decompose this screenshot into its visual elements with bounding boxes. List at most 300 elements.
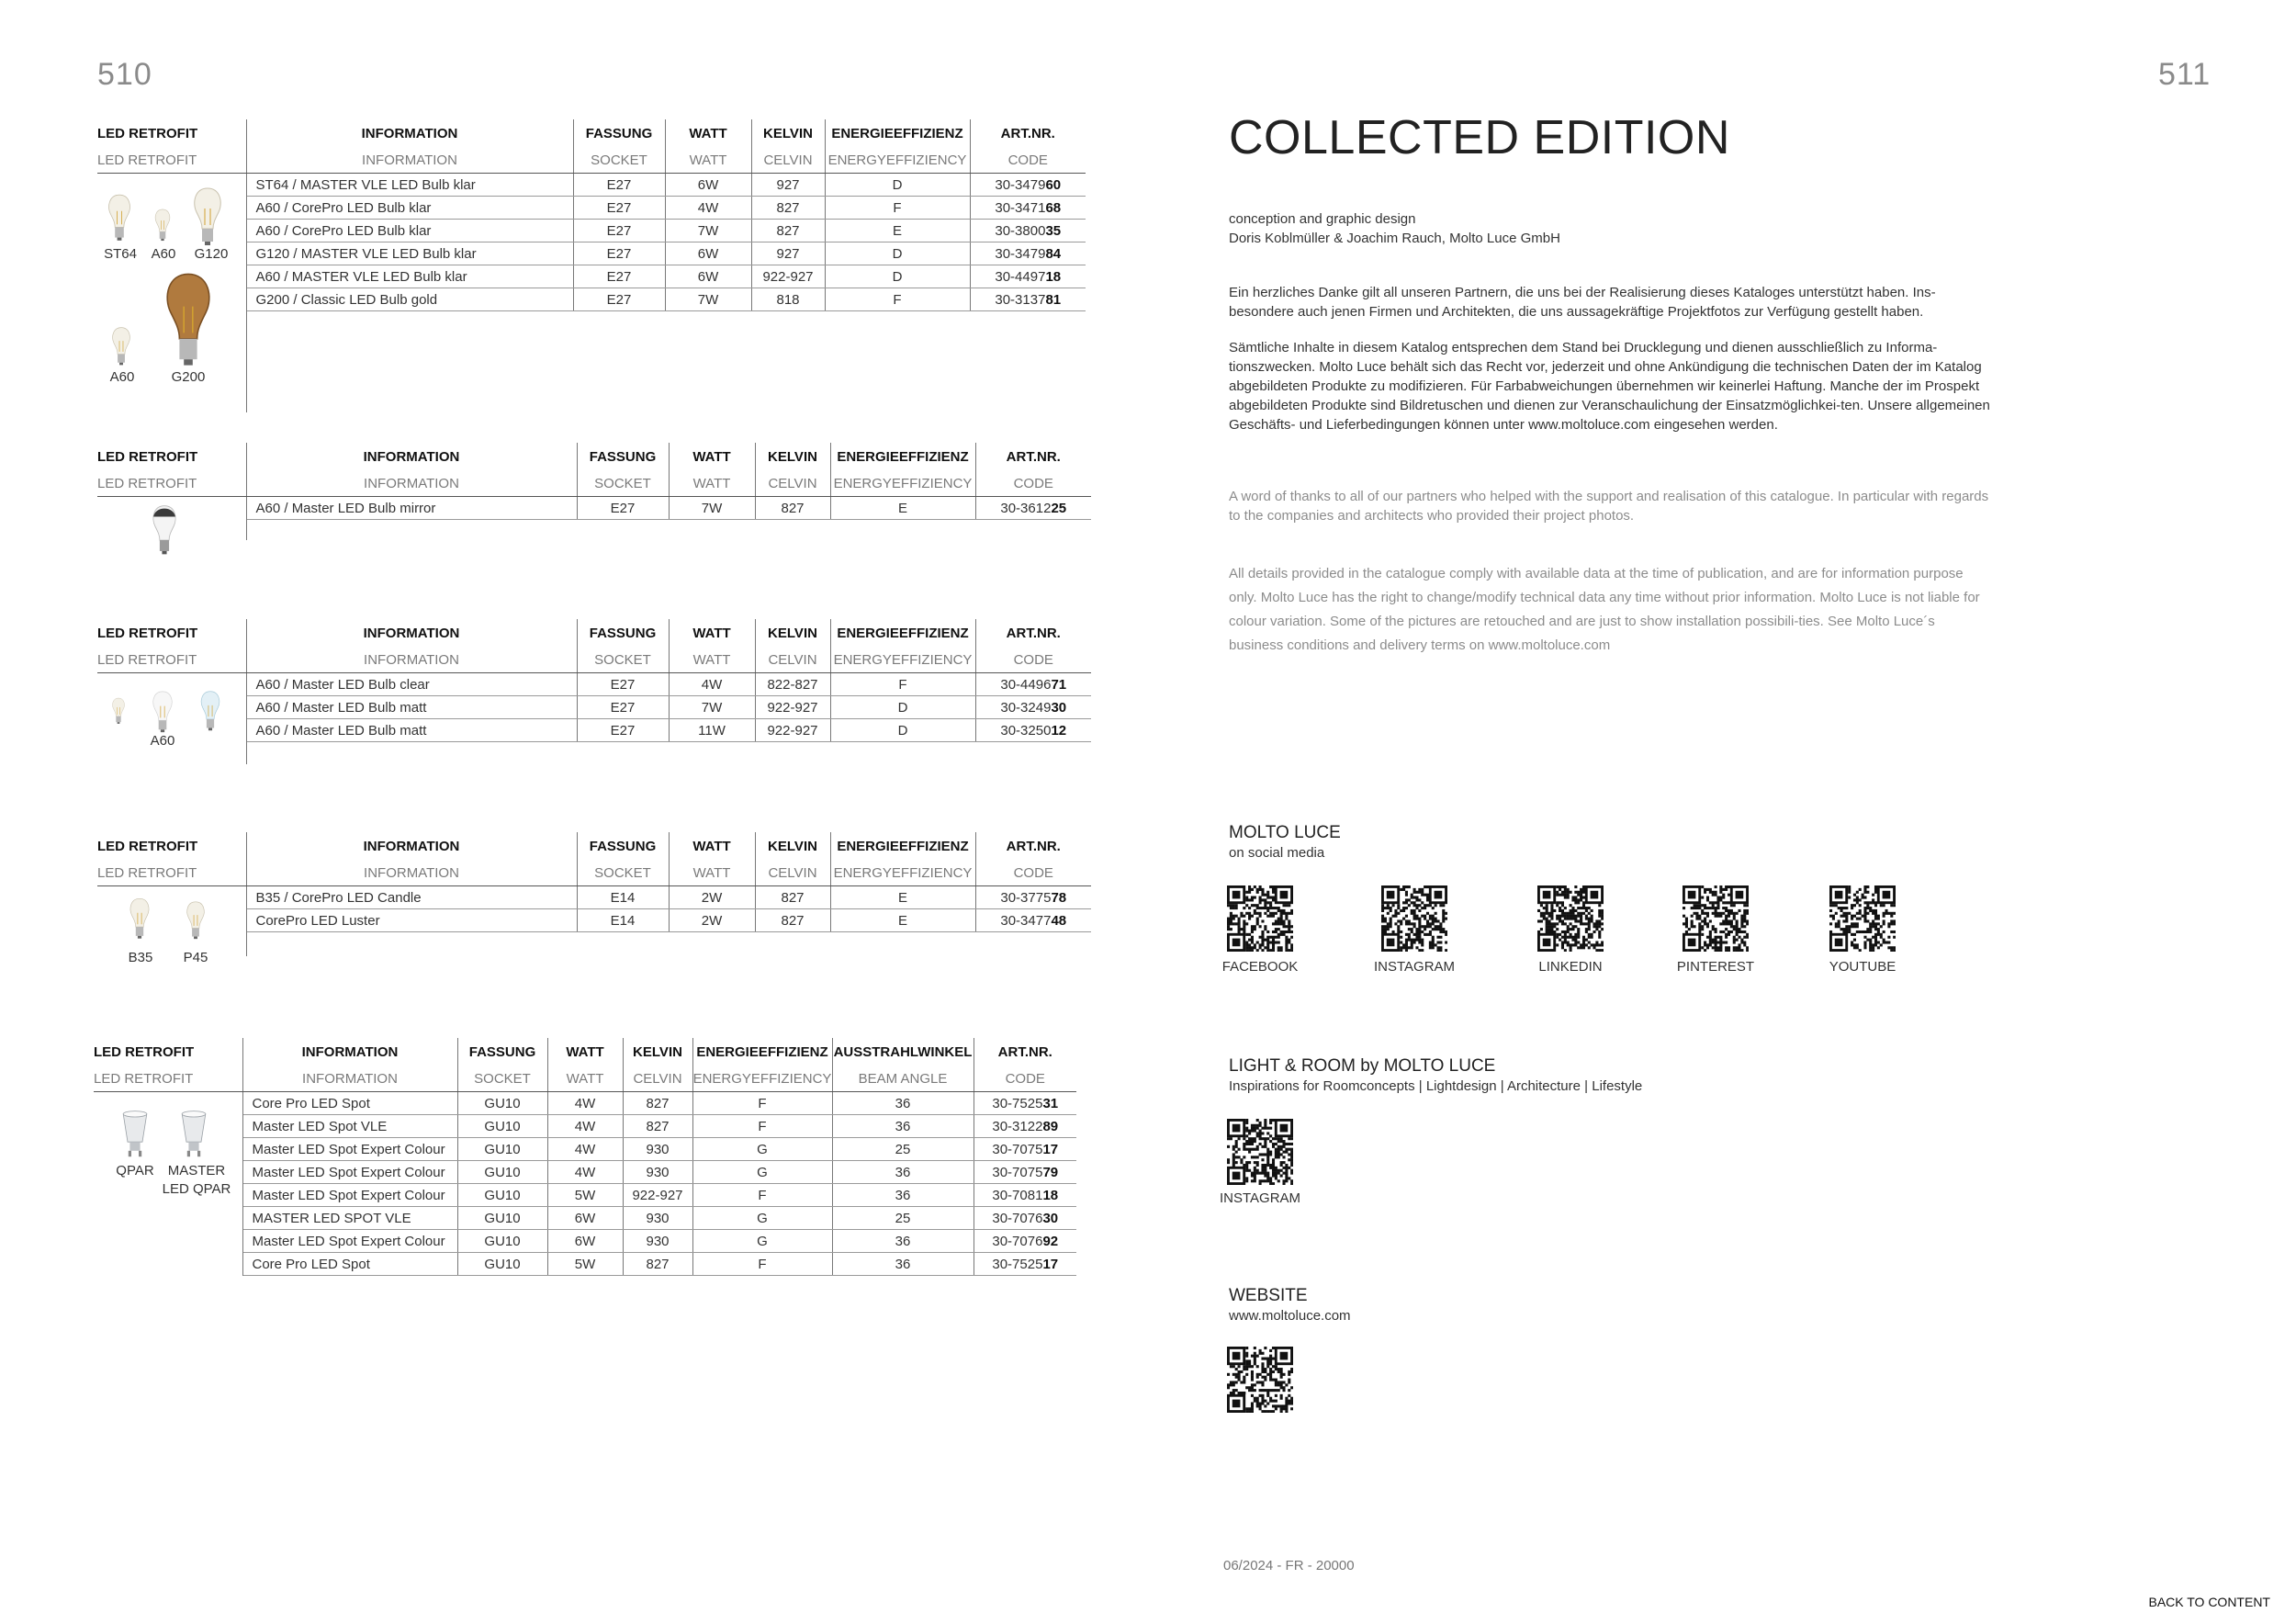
column-header: AUSSTRAHLWINKEL xyxy=(832,1038,974,1066)
facebook-qr-code[interactable] xyxy=(1227,885,1293,952)
watt-cell: 7W xyxy=(665,220,751,242)
column-subheader: LED RETROFIT xyxy=(94,1066,242,1092)
column-header: WATT xyxy=(547,1038,623,1066)
socket-cell: GU10 xyxy=(457,1253,547,1276)
column-header: LED RETROFIT xyxy=(97,832,246,860)
article-code-suffix: 30 xyxy=(1051,699,1067,716)
column-subheader: CELVIN xyxy=(623,1066,692,1092)
info-cell: ST64 / MASTER VLE LED Bulb klar xyxy=(246,174,573,197)
info-cell: Master LED Spot VLE xyxy=(242,1115,457,1138)
info-cell: A60 / Master LED Bulb matt xyxy=(246,719,577,742)
table-row xyxy=(97,288,1086,311)
efficiency-cell: D xyxy=(830,719,975,742)
table-row xyxy=(97,497,1091,520)
article-code-suffix: 60 xyxy=(1045,176,1062,193)
light-bulb-icon xyxy=(110,694,127,727)
column-subheader: CELVIN xyxy=(755,860,830,886)
socket-cell: GU10 xyxy=(457,1138,547,1161)
column-header: FASSUNG xyxy=(577,443,669,470)
socket-cell: GU10 xyxy=(457,1184,547,1207)
light-bulb-icon xyxy=(108,325,134,367)
watt-cell: 2W xyxy=(669,909,755,932)
table-row xyxy=(97,220,1086,242)
socket-cell: E14 xyxy=(577,909,669,932)
light-bulb-icon xyxy=(105,189,134,246)
info-cell: CorePro LED Luster xyxy=(246,909,577,932)
table-header-row xyxy=(94,1038,1076,1066)
socket-cell: GU10 xyxy=(457,1161,547,1184)
table-row xyxy=(97,696,1091,719)
column-header: ENERGIEEFFIZIENZ xyxy=(830,832,975,860)
column-subheader: ENERGYEFFIZIENCY xyxy=(830,647,975,673)
column-header: WATT xyxy=(665,119,751,147)
column-subheader: WATT xyxy=(669,647,755,673)
column-header: FASSUNG xyxy=(577,832,669,860)
website-url[interactable]: www.moltoluce.com xyxy=(1229,1308,1351,1324)
kelvin-cell: 930 xyxy=(623,1230,692,1253)
kelvin-cell: 827 xyxy=(751,197,825,220)
back-to-content-link[interactable]: BACK TO CONTENT xyxy=(2148,1595,2270,1609)
efficiency-cell: D xyxy=(825,242,970,265)
column-subheader: LED RETROFIT xyxy=(97,647,246,673)
info-cell: A60 / CorePro LED Bulb klar xyxy=(246,197,573,220)
column-header: WATT xyxy=(669,443,755,470)
kelvin-cell: 827 xyxy=(755,909,830,932)
kelvin-cell: 922-927 xyxy=(755,696,830,719)
watt-cell: 4W xyxy=(547,1138,623,1161)
watt-cell: 6W xyxy=(547,1207,623,1230)
efficiency-cell: G xyxy=(692,1230,832,1253)
kelvin-cell: 827 xyxy=(755,886,830,909)
social-title: MOLTO LUCE xyxy=(1229,823,1341,842)
table-subheader-row xyxy=(97,147,1086,174)
socket-cell: E14 xyxy=(577,886,669,909)
watt-cell: 4W xyxy=(547,1161,623,1184)
info-cell: MASTER LED SPOT VLE xyxy=(242,1207,457,1230)
column-header: WATT xyxy=(669,832,755,860)
watt-cell: 6W xyxy=(547,1230,623,1253)
instagram-qr-code[interactable] xyxy=(1381,885,1447,952)
bulb-type-label: MASTER xyxy=(167,1163,226,1179)
beam-cell: 25 xyxy=(832,1138,974,1161)
efficiency-cell: G xyxy=(692,1161,832,1184)
efficiency-cell: F xyxy=(825,197,970,220)
article-code-cell: 30-361225 xyxy=(975,497,1091,520)
beam-cell: 36 xyxy=(832,1184,974,1207)
efficiency-cell: E xyxy=(830,909,975,932)
kelvin-cell: 927 xyxy=(751,242,825,265)
info-cell: G200 / Classic LED Bulb gold xyxy=(246,288,573,311)
kelvin-cell: 930 xyxy=(623,1161,692,1184)
table-header-row xyxy=(97,832,1091,860)
article-code-cell: 30-347748 xyxy=(975,909,1091,932)
article-code-suffix: 30 xyxy=(1042,1210,1059,1226)
info-cell: Master LED Spot Expert Colour xyxy=(242,1184,457,1207)
bulb-type-label: ST64 xyxy=(104,246,137,262)
article-code-suffix: 35 xyxy=(1045,222,1062,239)
column-header: ART.NR. xyxy=(1006,838,1061,854)
watt-cell: 7W xyxy=(669,696,755,719)
column-subheader: CODE xyxy=(975,860,1091,886)
info-cell: Master LED Spot Expert Colour xyxy=(242,1138,457,1161)
table-row xyxy=(97,886,1091,909)
info-cell: A60 / Master LED Bulb matt xyxy=(246,696,577,719)
kelvin-cell: 827 xyxy=(623,1115,692,1138)
column-header: LED RETROFIT xyxy=(97,619,246,647)
table-row xyxy=(97,197,1086,220)
linkedin-qr-label: LINKEDIN xyxy=(1538,959,1603,975)
light-room-title: LIGHT & ROOM by MOLTO LUCE xyxy=(1229,1056,1496,1076)
article-code-cell: 30-324930 xyxy=(975,696,1091,719)
article-code-cell: 30-347984 xyxy=(970,242,1086,265)
light-bulb-icon xyxy=(149,502,180,558)
kelvin-cell: 927 xyxy=(751,174,825,197)
qr-code-graphic xyxy=(1381,885,1447,952)
beam-cell: 36 xyxy=(832,1161,974,1184)
spec-table xyxy=(97,443,1091,540)
beam-cell: 36 xyxy=(832,1092,974,1115)
column-subheader: INFORMATION xyxy=(242,1066,457,1092)
article-code-cell: 30-380035 xyxy=(970,220,1086,242)
led-spot-icon xyxy=(114,1110,156,1161)
column-subheader: CELVIN xyxy=(755,647,830,673)
column-header: INFORMATION xyxy=(246,119,573,147)
info-cell: Core Pro LED Spot xyxy=(242,1253,457,1276)
product-table xyxy=(94,1038,1076,1276)
socket-cell: GU10 xyxy=(457,1115,547,1138)
website-qr-code[interactable] xyxy=(1227,1347,1293,1413)
article-code-suffix: 89 xyxy=(1042,1118,1059,1134)
socket-cell: GU10 xyxy=(457,1230,547,1253)
table-subheader-row xyxy=(97,860,1091,886)
light-bulb-icon xyxy=(189,184,226,250)
column-subheader: WATT xyxy=(669,860,755,886)
bulb-type-label: A60 xyxy=(150,733,175,749)
column-subheader: LED RETROFIT xyxy=(97,470,246,497)
instagram-qr-code[interactable] xyxy=(1227,1119,1293,1185)
column-subheader: CODE xyxy=(974,1066,1076,1092)
bulb-type-label: A60 xyxy=(109,369,135,385)
article-code-cell: 30-347960 xyxy=(970,174,1086,197)
article-code-cell: 30-313781 xyxy=(970,288,1086,311)
qr-code-graphic xyxy=(1829,885,1896,952)
column-header: KELVIN xyxy=(755,619,830,647)
socket-cell: E27 xyxy=(573,220,665,242)
article-code-cell: 30-449718 xyxy=(970,265,1086,288)
credits xyxy=(1229,209,1991,248)
table-row xyxy=(97,174,1086,197)
column-header: KELVIN xyxy=(755,832,830,860)
column-subheader: ENERGYEFFIZIENCY xyxy=(830,470,975,497)
article-code-suffix: 92 xyxy=(1042,1233,1059,1249)
kelvin-cell: 922-927 xyxy=(623,1184,692,1207)
kelvin-cell: 827 xyxy=(623,1092,692,1115)
kelvin-cell: 930 xyxy=(623,1207,692,1230)
website-title: WEBSITE xyxy=(1229,1286,1308,1305)
watt-cell: 6W xyxy=(665,265,751,288)
qr-code-graphic xyxy=(1683,885,1749,952)
light-bulb-icon xyxy=(149,689,176,735)
info-cell: A60 / CorePro LED Bulb klar xyxy=(246,220,573,242)
info-cell: A60 / Master LED Bulb mirror xyxy=(246,497,577,520)
table-subheader-row xyxy=(94,1066,1076,1092)
column-header: WATT xyxy=(669,619,755,647)
info-cell: Master LED Spot Expert Colour xyxy=(242,1161,457,1184)
table-spacer xyxy=(97,742,1091,764)
column-header: INFORMATION xyxy=(242,1038,457,1066)
thanks-text-en: A word of thanks to all of our partners who helped with the support and realisation of this catalogue. In particular with regards to the companies and architects who provided their project photos. xyxy=(1229,489,1989,524)
article-code-suffix: 17 xyxy=(1042,1256,1059,1272)
page-title: COLLECTED EDITION xyxy=(1229,111,1730,164)
socket-cell: GU10 xyxy=(457,1092,547,1115)
info-cell: A60 / MASTER VLE LED Bulb klar xyxy=(246,265,573,288)
product-table xyxy=(97,119,1086,412)
column-header: ART.NR. xyxy=(1000,125,1055,141)
article-code-cell: 30-707630 xyxy=(974,1207,1076,1230)
column-subheader: ENERGYEFFIZIENCY xyxy=(825,147,970,174)
column-header: ART.NR. xyxy=(1006,625,1061,641)
efficiency-cell: F xyxy=(830,673,975,696)
article-code-cell: 30-707579 xyxy=(974,1161,1076,1184)
table-spacer xyxy=(97,932,1091,956)
article-code-cell: 30-752517 xyxy=(974,1253,1076,1276)
efficiency-cell: D xyxy=(830,696,975,719)
column-header: INFORMATION xyxy=(246,619,577,647)
efficiency-cell: F xyxy=(825,288,970,311)
efficiency-cell: G xyxy=(692,1207,832,1230)
column-header: ENERGIEEFFIZIENZ xyxy=(830,619,975,647)
column-subheader: SOCKET xyxy=(577,470,669,497)
article-code-cell: 30-707692 xyxy=(974,1230,1076,1253)
info-cell: Core Pro LED Spot xyxy=(242,1092,457,1115)
article-code-suffix: 18 xyxy=(1045,268,1062,285)
table-header-row xyxy=(97,119,1086,147)
pinterest-qr-code[interactable] xyxy=(1683,885,1749,952)
column-subheader: ENERGYEFFIZIENCY xyxy=(692,1066,832,1092)
article-code-suffix: 31 xyxy=(1042,1095,1059,1111)
socket-cell: E27 xyxy=(577,497,669,520)
column-subheader: CODE xyxy=(975,470,1091,497)
watt-cell: 4W xyxy=(665,197,751,220)
qr-code-graphic xyxy=(1537,885,1604,952)
credit-line-1: conception and graphic design xyxy=(1229,211,1416,227)
watt-cell: 6W xyxy=(665,242,751,265)
column-header: KELVIN xyxy=(755,443,830,470)
column-subheader: BEAM ANGLE xyxy=(832,1066,974,1092)
print-info: 06/2024 - FR - 20000 xyxy=(1223,1558,1355,1573)
efficiency-cell: F xyxy=(692,1184,832,1207)
article-code-cell: 30-347168 xyxy=(970,197,1086,220)
column-subheader: LED RETROFIT xyxy=(97,860,246,886)
bulb-type-label: A60 xyxy=(151,246,176,262)
light-bulb-icon xyxy=(127,889,152,948)
article-code-suffix: 18 xyxy=(1042,1187,1059,1203)
socket-cell: E27 xyxy=(573,265,665,288)
led-spot-icon xyxy=(173,1110,215,1161)
watt-cell: 4W xyxy=(669,673,755,696)
instagram-qr-label: INSTAGRAM xyxy=(1219,1190,1301,1206)
watt-cell: 2W xyxy=(669,886,755,909)
column-subheader: CELVIN xyxy=(755,470,830,497)
table-subheader-row xyxy=(97,470,1091,497)
article-code-suffix: 12 xyxy=(1051,722,1067,739)
article-code-suffix: 68 xyxy=(1045,199,1062,216)
socket-cell: GU10 xyxy=(457,1207,547,1230)
column-subheader: INFORMATION xyxy=(246,470,577,497)
efficiency-cell: F xyxy=(692,1115,832,1138)
disclaimer-text-en: All details provided in the catalogue comply with available data at the time of publication, and are for information purpose only. Molto Luce has the right to change/modify technical data any time without prior information. Molto Luce is not liable for colour variation. Some of the pictures are retouched and are just to show installation possibili-ties. See Molto Luce´s business conditions and delivery terms on www.moltoluce.com xyxy=(1229,566,1980,653)
spec-table xyxy=(97,619,1091,764)
table-row xyxy=(97,719,1091,742)
article-code-suffix: 78 xyxy=(1051,889,1067,906)
column-header: LED RETROFIT xyxy=(97,443,246,470)
article-code-suffix: 17 xyxy=(1042,1141,1059,1157)
bulb-type-label: G120 xyxy=(194,246,229,262)
watt-cell: 6W xyxy=(665,174,751,197)
youtube-qr-code[interactable] xyxy=(1829,885,1896,952)
qr-code-graphic xyxy=(1227,1347,1293,1413)
socket-cell: E27 xyxy=(577,696,669,719)
efficiency-cell: F xyxy=(692,1092,832,1115)
product-table xyxy=(97,619,1091,764)
efficiency-cell: E xyxy=(830,497,975,520)
column-subheader: WATT xyxy=(669,470,755,497)
product-table xyxy=(97,443,1091,540)
disclaimer-text-de: Sämtliche Inhalte in diesem Katalog entsprechen dem Stand bei Drucklegung und dienen ausschließlich zu Informa-tionszwecken. Molto Luce behält sich das Recht vor, jederzeit und ohne Ankündigung die technischen Daten der im Katalog abgebildeten Produkte zu modifizieren. Für Farbabweichungen übernehmen wir keinerlei Haftung. Manche der im Prospekt abgebildeten Produkte sind Bildretuschen und dienen zur Veranschaulichung der Einsatzmöglichkei-ten. Unsere allgemeinen Geschäfts- und Lieferbedingungen können unter www.moltoluce.com eingesehen werden. xyxy=(1229,340,1990,433)
column-header: ART.NR. xyxy=(997,1043,1052,1060)
watt-cell: 11W xyxy=(669,719,755,742)
info-cell: B35 / CorePro LED Candle xyxy=(246,886,577,909)
column-header: LED RETROFIT xyxy=(97,119,246,147)
column-subheader: SOCKET xyxy=(577,647,669,673)
socket-cell: E27 xyxy=(577,673,669,696)
kelvin-cell: 827 xyxy=(751,220,825,242)
column-subheader: CELVIN xyxy=(751,147,825,174)
info-cell: Master LED Spot Expert Colour xyxy=(242,1230,457,1253)
watt-cell: 4W xyxy=(547,1092,623,1115)
watt-cell: 7W xyxy=(669,497,755,520)
pinterest-qr-label: PINTEREST xyxy=(1676,959,1755,975)
efficiency-cell: D xyxy=(825,265,970,288)
column-header: FASSUNG xyxy=(577,619,669,647)
table-row xyxy=(97,242,1086,265)
efficiency-cell: G xyxy=(692,1138,832,1161)
product-image-cell xyxy=(97,886,246,932)
kelvin-cell: 827 xyxy=(755,497,830,520)
table-row xyxy=(97,673,1091,696)
kelvin-cell: 922-927 xyxy=(751,265,825,288)
light-room-subtitle: Inspirations for Roomconcepts | Lightdesign | Architecture | Lifestyle xyxy=(1229,1078,1643,1094)
social-subtitle: on social media xyxy=(1229,845,1325,861)
bulb-type-label: P45 xyxy=(183,950,208,965)
column-header: FASSUNG xyxy=(573,119,665,147)
socket-cell: E27 xyxy=(573,197,665,220)
column-subheader: SOCKET xyxy=(573,147,665,174)
column-header: ENERGIEEFFIZIENZ xyxy=(825,119,970,147)
info-cell: G120 / MASTER VLE LED Bulb klar xyxy=(246,242,573,265)
efficiency-cell: E xyxy=(825,220,970,242)
article-code-cell: 30-312289 xyxy=(974,1115,1076,1138)
column-subheader: WATT xyxy=(547,1066,623,1092)
instagram-qr-label: INSTAGRAM xyxy=(1373,959,1456,975)
column-subheader: WATT xyxy=(665,147,751,174)
page-number-left: 510 xyxy=(97,57,152,92)
qr-code-graphic xyxy=(1227,885,1293,952)
article-code-cell: 30-377578 xyxy=(975,886,1091,909)
spec-table xyxy=(97,832,1091,956)
socket-cell: E27 xyxy=(573,288,665,311)
kelvin-cell: 930 xyxy=(623,1138,692,1161)
linkedin-qr-code[interactable] xyxy=(1537,885,1604,952)
watt-cell: 4W xyxy=(547,1115,623,1138)
socket-cell: E27 xyxy=(577,719,669,742)
article-code-suffix: 25 xyxy=(1051,500,1067,516)
column-subheader: LED RETROFIT xyxy=(97,147,246,174)
column-header: KELVIN xyxy=(751,119,825,147)
watt-cell: 7W xyxy=(665,288,751,311)
table-header-row xyxy=(97,443,1091,470)
efficiency-cell: F xyxy=(692,1253,832,1276)
kelvin-cell: 822-827 xyxy=(755,673,830,696)
beam-cell: 36 xyxy=(832,1253,974,1276)
thanks-text-de: Ein herzliches Danke gilt all unseren Partnern, die uns bei der Realisierung dieses Kataloges unterstützt haben. Ins-besondere auch jenen Firmen und Architekten, die uns aussagekräftige Projektfotos zur Verfügung gestellt haben. xyxy=(1229,285,1936,320)
column-header: LED RETROFIT xyxy=(94,1038,242,1066)
article-code-suffix: 81 xyxy=(1045,291,1062,308)
article-code-cell: 30-449671 xyxy=(975,673,1091,696)
light-bulb-icon xyxy=(152,268,224,371)
bulb-type-label: LED QPAR xyxy=(162,1181,231,1197)
article-code-suffix: 48 xyxy=(1051,912,1067,929)
beam-cell: 36 xyxy=(832,1115,974,1138)
table-spacer xyxy=(97,520,1091,540)
youtube-qr-label: YOUTUBE xyxy=(1829,959,1896,975)
column-header: INFORMATION xyxy=(246,443,577,470)
article-code-suffix: 79 xyxy=(1042,1164,1059,1180)
info-cell: A60 / Master LED Bulb clear xyxy=(246,673,577,696)
light-bulb-icon xyxy=(152,204,173,246)
article-code-cell: 30-707517 xyxy=(974,1138,1076,1161)
column-subheader: SOCKET xyxy=(577,860,669,886)
table-subheader-row xyxy=(97,647,1091,673)
column-subheader: CODE xyxy=(975,647,1091,673)
watt-cell: 5W xyxy=(547,1253,623,1276)
table-row xyxy=(97,909,1091,932)
bulb-type-label: QPAR xyxy=(116,1163,154,1179)
column-header: ART.NR. xyxy=(1006,448,1061,465)
table-row xyxy=(97,265,1086,288)
beam-cell: 25 xyxy=(832,1207,974,1230)
article-code-suffix: 84 xyxy=(1045,245,1062,262)
column-subheader: INFORMATION xyxy=(246,147,573,174)
article-code-cell: 30-325012 xyxy=(975,719,1091,742)
kelvin-cell: 922-927 xyxy=(755,719,830,742)
column-subheader: INFORMATION xyxy=(246,860,577,886)
article-code-cell: 30-708118 xyxy=(974,1184,1076,1207)
column-header: FASSUNG xyxy=(457,1038,547,1066)
table-spacer xyxy=(97,311,1086,412)
article-code-suffix: 71 xyxy=(1051,676,1067,693)
light-bulb-icon xyxy=(184,897,208,944)
beam-cell: 36 xyxy=(832,1230,974,1253)
table-header-row xyxy=(97,619,1091,647)
kelvin-cell: 827 xyxy=(623,1253,692,1276)
qr-code-graphic xyxy=(1227,1119,1293,1185)
spec-table xyxy=(94,1038,1076,1276)
column-subheader: ENERGYEFFIZIENCY xyxy=(830,860,975,886)
table-row xyxy=(94,1092,1076,1115)
spec-table xyxy=(97,119,1086,412)
page-number-right: 511 xyxy=(2158,57,2212,92)
